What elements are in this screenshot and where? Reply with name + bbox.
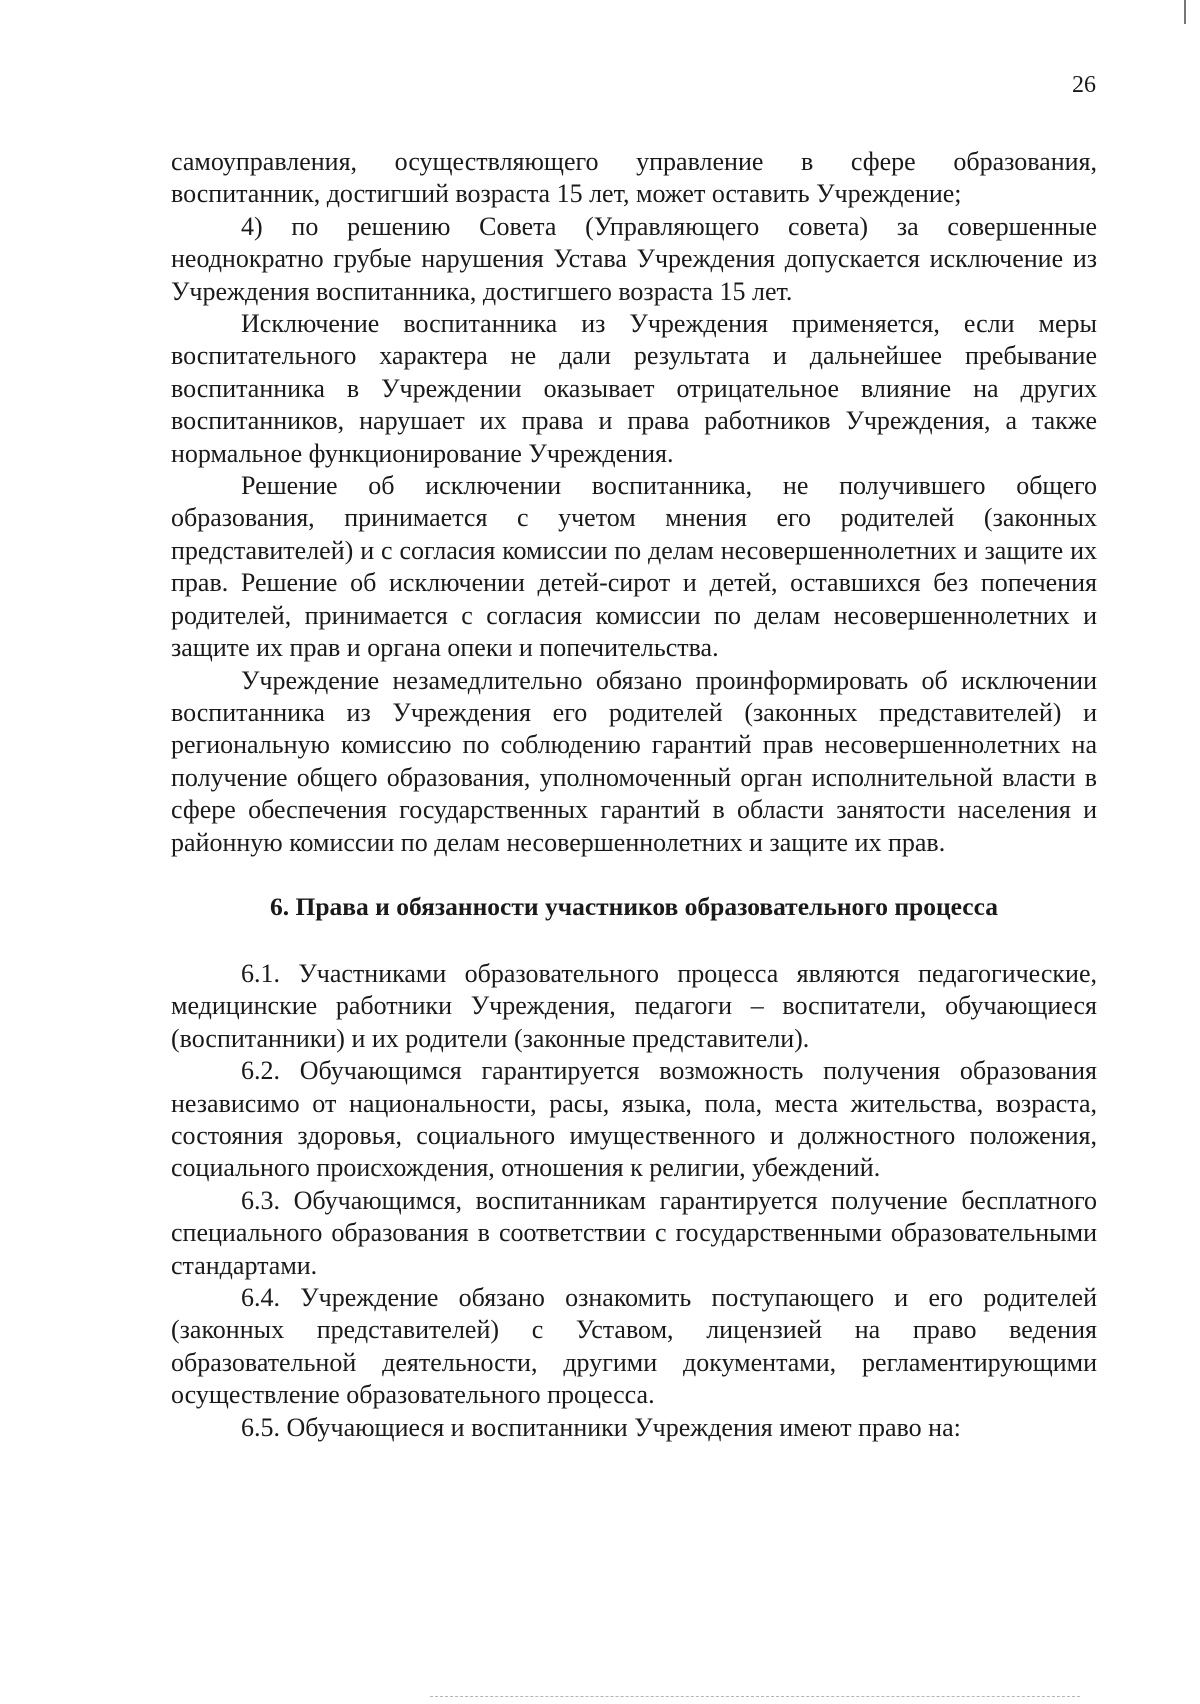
- paragraph: 6.5. Обучающиеся и воспитанники Учреждения имеют право на:: [241, 1412, 961, 1442]
- paragraph: 6.2. Обучающимся гарантируется возможность получения образования независимо от национальности, расы, языка, пола, места жительства, возраста, состояния здоровья, социального имущественного и должностного положения, социального происхождения, отношения к религии, убеждений.: [171, 1056, 1097, 1183]
- scan-edge-line: [430, 1696, 1080, 1698]
- paragraph: 6.3. Обучающимся, воспитанникам гарантируется получение бесплатного специального образования в соответствии с государственными образовательными стандартами.: [171, 1185, 1097, 1280]
- paragraph: 6.4. Учреждение обязано ознакомить поступающего и его родителей (законных представителей) с Уставом, лицензией на право ведения образовательной деятельности, другими документами, регламентирующими осуществление образовательного процесса.: [171, 1283, 1097, 1410]
- paragraph: Решение об исключении воспитанника, не получившего общего образования, принимается с учетом мнения его родителей (законных представителей) и с согласия комиссии по делам несовершеннолетних и защите их прав. Решение об исключении детей-сирот и детей, оставшихся без попечения родителей, принимается с согласия комиссии по делам несовершеннолетних и защите их прав и органа опеки и попечительства.: [171, 471, 1097, 663]
- page-number: 26: [1072, 72, 1096, 98]
- paragraph: самоуправления, осуществляющего управление в сфере образования, воспитанник, достигший возраста 15 лет, может оставить Учреждение;: [171, 147, 1097, 209]
- section-heading: 6. Права и обязанности участников образовательного процесса: [270, 891, 998, 921]
- paragraph: 4) по решению Совета (Управляющего совета) за совершенные неоднократно грубые нарушения Устава Учреждения допускается исключение из Учреждения воспитанника, достигшего возраста 15 лет.: [171, 211, 1097, 306]
- document-body: [171, 146, 1097, 1444]
- paragraph: Учреждение незамедлительно обязано проинформировать об исключении воспитанника из Учреждения его родителей (законных представителей) и региональную комиссию по соблюдению гарантий прав несовершеннолетних на получение общего образования, уполномоченный орган исполнительной власти в сфере обеспечения государственных гарантий в области занятости населения и районную комиссии по делам несовершеннолетних и защите их прав.: [171, 665, 1097, 857]
- paragraph: 6.1. Участниками образовательного процесса являются педагогические, медицинские работники Учреждения, педагоги – воспитатели, обучающиеся (воспитанники) и их родители (законные представители).: [171, 958, 1097, 1053]
- scan-edge-mark: [1184, 0, 1186, 24]
- paragraph: Исключение воспитанника из Учреждения применяется, если меры воспитательного характера не дали результата и дальнейшее пребывание воспитанника в Учреждении оказывает отрицательное влияние на других воспитанников, нарушает их права и права работников Учреждения, а также нормальное функционирование Учреждения.: [171, 309, 1097, 468]
